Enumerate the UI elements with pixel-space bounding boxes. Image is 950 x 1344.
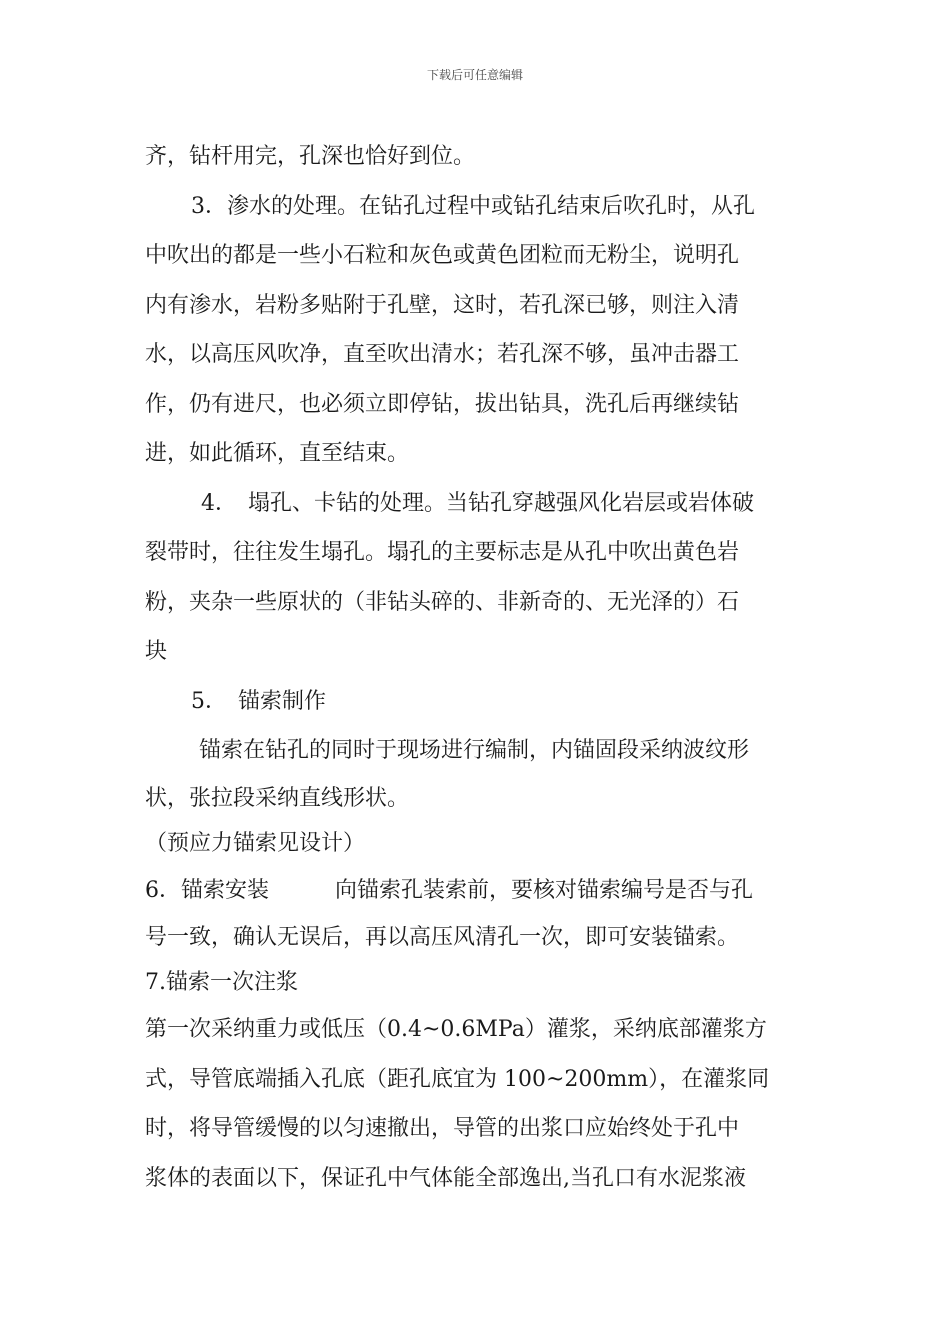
text-line: （预应力锚索见设计）: [145, 830, 366, 856]
text-line: 内有渗水，岩粉多贴附于孔壁，这时，若孔深已够，则注入清: [145, 292, 740, 318]
text-line: 中吹出的都是一些小石粒和灰色或黄色团粒而无粉尘，说明孔: [145, 243, 740, 268]
text-line: 5． 锚索制作: [191, 688, 326, 714]
text-line: 号一致，确认无误后，再以高压风清孔一次，即可安装锚索。: [145, 925, 740, 950]
page-header: 下载后可任意编辑: [426, 68, 523, 82]
text-line: 块: [145, 639, 168, 664]
text-line: 第一次采纳重力或低压（0.4~0.6MPa）灌浆，采纳底部灌浆方: [145, 1017, 767, 1042]
text-line: 时，将导管缓慢的以匀速撤出，导管的出浆口应始终处于孔中: [145, 1116, 740, 1141]
text-line: 裂带时，往往发生塌孔。塌孔的主要标志是从孔中吹出黄色岩: [145, 540, 740, 565]
text-line: 作，仍有进尺，也必须立即停钻，拔出钻具，洗孔后再继续钻: [145, 391, 740, 417]
text-line: 状，张拉段采纳直线形状。: [145, 785, 410, 811]
document-body: [145, 132, 810, 1203]
text-line: 式，导管底端插入孔底（距孔底宜为 100~200mm），在灌浆同: [145, 1066, 770, 1092]
text-line: 水，以高压风吹净，直至吹出清水；若孔深不够，虽冲击器工: [145, 342, 740, 367]
text-line: 粉，夹杂一些原状的（非钻头碎的、非新奇的、无光泽的）石: [145, 589, 740, 615]
text-line: 7.锚索一次注浆: [145, 970, 298, 995]
text-line: 4． 塌孔、卡钻的处理。当钻孔穿越强风化岩层或岩体破: [201, 490, 754, 516]
text-line: 进，如此循环，直至结束。: [145, 441, 410, 466]
text-line: 3．渗水的处理。在钻孔过程中或钻孔结束后吹孔时，从孔: [191, 193, 755, 219]
text-line: 6．锚索安装 向锚索孔装索前，要核对锚索编号是否与孔: [145, 877, 753, 903]
text-line: 齐，钻杆用完，孔深也恰好到位。: [145, 144, 476, 169]
text-line: 浆体的表面以下，保证孔中气体能全部逸出,当孔口有水泥浆液: [145, 1165, 746, 1191]
text-line: 锚索在钻孔的同时于现场进行编制，内锚固段采纳波纹形: [199, 738, 750, 763]
